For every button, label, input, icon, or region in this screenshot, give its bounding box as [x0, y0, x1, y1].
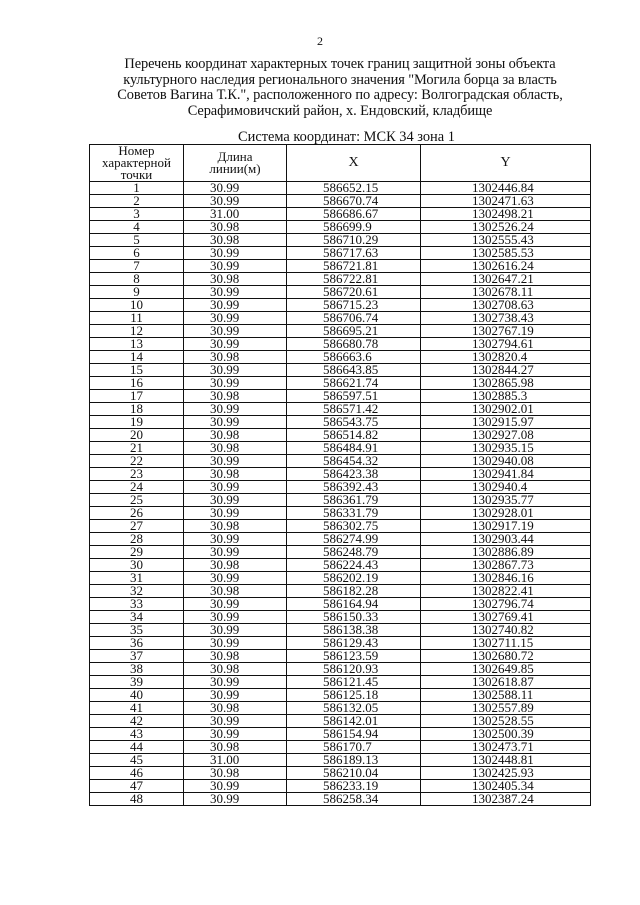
- cell-x: 586699.9: [287, 221, 421, 234]
- cell-x: 586210.04: [287, 767, 421, 780]
- cell-y: 1302769.41: [421, 611, 591, 624]
- cell-x: 586717.63: [287, 247, 421, 260]
- cell-line-length: 30.99: [184, 364, 287, 377]
- cell-line-length: 30.99: [184, 793, 287, 806]
- coordinate-system-caption: Система координат: МСК 34 зона 1: [238, 129, 455, 145]
- cell-point-number: 47: [90, 780, 184, 793]
- cell-x: 586663.6: [287, 351, 421, 364]
- cell-line-length: 30.98: [184, 273, 287, 286]
- cell-line-length: 30.98: [184, 767, 287, 780]
- cell-y: 1302844.27: [421, 364, 591, 377]
- cell-line-length: 30.99: [184, 572, 287, 585]
- cell-x: 586710.29: [287, 234, 421, 247]
- cell-y: 1302588.11: [421, 689, 591, 702]
- cell-point-number: 11: [90, 312, 184, 325]
- cell-point-number: 32: [90, 585, 184, 598]
- header-x: X: [287, 145, 421, 182]
- cell-y: 1302500.39: [421, 728, 591, 741]
- cell-line-length: 30.99: [184, 507, 287, 520]
- table-row: [90, 715, 591, 728]
- cell-y: 1302885.3: [421, 390, 591, 403]
- cell-line-length: 30.99: [184, 780, 287, 793]
- table-row: [90, 637, 591, 650]
- cell-y: 1302941.84: [421, 468, 591, 481]
- cell-y: 1302820.4: [421, 351, 591, 364]
- cell-point-number: 5: [90, 234, 184, 247]
- cell-x: 586182.28: [287, 585, 421, 598]
- page-number: 2: [317, 34, 323, 48]
- table-row: [90, 481, 591, 494]
- table-row: [90, 598, 591, 611]
- cell-line-length: 30.98: [184, 585, 287, 598]
- cell-y: 1302902.01: [421, 403, 591, 416]
- cell-x: 586142.01: [287, 715, 421, 728]
- title-line: культурного наследия регионального значения "Могила борца за власть: [123, 71, 557, 88]
- cell-point-number: 8: [90, 273, 184, 286]
- cell-y: 1302649.85: [421, 663, 591, 676]
- cell-x: 586125.18: [287, 689, 421, 702]
- cell-x: 586150.33: [287, 611, 421, 624]
- cell-x: 586120.93: [287, 663, 421, 676]
- cell-x: 586514.82: [287, 429, 421, 442]
- table-row: [90, 533, 591, 546]
- cell-point-number: 37: [90, 650, 184, 663]
- cell-y: 1302557.89: [421, 702, 591, 715]
- cell-point-number: 24: [90, 481, 184, 494]
- cell-line-length: 30.99: [184, 598, 287, 611]
- cell-point-number: 43: [90, 728, 184, 741]
- cell-x: 586132.05: [287, 702, 421, 715]
- header-length-line: линии(м): [209, 161, 261, 176]
- cell-point-number: 15: [90, 364, 184, 377]
- cell-x: 586652.15: [287, 182, 421, 195]
- table-row: [90, 663, 591, 676]
- cell-y: 1302903.44: [421, 533, 591, 546]
- cell-line-length: 30.98: [184, 442, 287, 455]
- table-row: [90, 767, 591, 780]
- table-row: [90, 689, 591, 702]
- table-row: [90, 325, 591, 338]
- table-row: [90, 221, 591, 234]
- cell-x: 586621.74: [287, 377, 421, 390]
- cell-point-number: 20: [90, 429, 184, 442]
- table-row: [90, 286, 591, 299]
- cell-x: 586189.13: [287, 754, 421, 767]
- cell-point-number: 44: [90, 741, 184, 754]
- title-line: Советов Вагина Т.К.", расположенного по адресу: Волгоградская область,: [117, 87, 563, 104]
- cell-y: 1302555.43: [421, 234, 591, 247]
- cell-x: 586722.81: [287, 273, 421, 286]
- cell-y: 1302940.4: [421, 481, 591, 494]
- cell-x: 586233.19: [287, 780, 421, 793]
- cell-y: 1302498.21: [421, 208, 591, 221]
- cell-line-length: 30.98: [184, 702, 287, 715]
- cell-x: 586680.78: [287, 338, 421, 351]
- cell-point-number: 39: [90, 676, 184, 689]
- cell-line-length: 30.99: [184, 286, 287, 299]
- cell-point-number: 1: [90, 182, 184, 195]
- table-row: [90, 754, 591, 767]
- table-row: [90, 351, 591, 364]
- cell-y: 1302794.61: [421, 338, 591, 351]
- cell-y: 1302867.73: [421, 559, 591, 572]
- table-row: [90, 780, 591, 793]
- cell-x: 586129.43: [287, 637, 421, 650]
- cell-point-number: 9: [90, 286, 184, 299]
- cell-point-number: 35: [90, 624, 184, 637]
- cell-line-length: 30.99: [184, 689, 287, 702]
- cell-y: 1302680.72: [421, 650, 591, 663]
- cell-point-number: 29: [90, 546, 184, 559]
- table-row: [90, 728, 591, 741]
- table-row: [90, 572, 591, 585]
- cell-point-number: 30: [90, 559, 184, 572]
- header-point-number: [90, 145, 184, 182]
- coordinates-table: [89, 144, 591, 806]
- cell-point-number: 40: [90, 689, 184, 702]
- cell-point-number: 2: [90, 195, 184, 208]
- table-row: [90, 559, 591, 572]
- cell-x: 586248.79: [287, 546, 421, 559]
- cell-y: 1302678.11: [421, 286, 591, 299]
- table-row: [90, 273, 591, 286]
- cell-line-length: 30.99: [184, 247, 287, 260]
- cell-y: 1302767.19: [421, 325, 591, 338]
- cell-y: 1302405.34: [421, 780, 591, 793]
- cell-x: 586706.74: [287, 312, 421, 325]
- cell-x: 586695.21: [287, 325, 421, 338]
- cell-y: 1302711.15: [421, 637, 591, 650]
- cell-x: 586123.59: [287, 650, 421, 663]
- header-point-line: Номер: [118, 143, 155, 158]
- cell-y: 1302886.89: [421, 546, 591, 559]
- cell-y: 1302473.71: [421, 741, 591, 754]
- cell-line-length: 30.98: [184, 234, 287, 247]
- table-row: [90, 611, 591, 624]
- table-row: [90, 507, 591, 520]
- cell-line-length: 30.99: [184, 182, 287, 195]
- cell-point-number: 46: [90, 767, 184, 780]
- table-row: [90, 312, 591, 325]
- cell-line-length: 30.99: [184, 481, 287, 494]
- cell-line-length: 30.98: [184, 520, 287, 533]
- cell-line-length: 30.99: [184, 546, 287, 559]
- cell-y: 1302928.01: [421, 507, 591, 520]
- table-row: [90, 247, 591, 260]
- cell-x: 586121.45: [287, 676, 421, 689]
- cell-point-number: 45: [90, 754, 184, 767]
- table-body: [90, 182, 591, 806]
- table-row: [90, 364, 591, 377]
- cell-line-length: 30.99: [184, 455, 287, 468]
- cell-line-length: 30.99: [184, 260, 287, 273]
- cell-x: 586138.38: [287, 624, 421, 637]
- cell-x: 586224.43: [287, 559, 421, 572]
- cell-point-number: 28: [90, 533, 184, 546]
- table-row: [90, 546, 591, 559]
- cell-line-length: 30.99: [184, 195, 287, 208]
- cell-x: 586164.94: [287, 598, 421, 611]
- document-title: [95, 57, 585, 119]
- cell-line-length: 30.98: [184, 559, 287, 572]
- table-row: [90, 520, 591, 533]
- cell-line-length: 30.99: [184, 676, 287, 689]
- cell-point-number: 42: [90, 715, 184, 728]
- cell-x: 586258.34: [287, 793, 421, 806]
- cell-point-number: 19: [90, 416, 184, 429]
- cell-y: 1302915.97: [421, 416, 591, 429]
- cell-y: 1302618.87: [421, 676, 591, 689]
- table-row: [90, 260, 591, 273]
- cell-y: 1302585.53: [421, 247, 591, 260]
- cell-point-number: 10: [90, 299, 184, 312]
- table-row: [90, 650, 591, 663]
- cell-line-length: 30.98: [184, 351, 287, 364]
- cell-point-number: 27: [90, 520, 184, 533]
- table-row: [90, 793, 591, 806]
- cell-x: 586571.42: [287, 403, 421, 416]
- cell-x: 586597.51: [287, 390, 421, 403]
- cell-x: 586484.91: [287, 442, 421, 455]
- table-row: [90, 299, 591, 312]
- cell-y: 1302446.84: [421, 182, 591, 195]
- header-point-line: точки: [120, 167, 153, 182]
- table-row: [90, 338, 591, 351]
- cell-line-length: 30.99: [184, 533, 287, 546]
- table-row: [90, 455, 591, 468]
- cell-x: 586670.74: [287, 195, 421, 208]
- table-row: [90, 195, 591, 208]
- cell-y: 1302528.55: [421, 715, 591, 728]
- cell-x: 586170.7: [287, 741, 421, 754]
- cell-y: 1302647.21: [421, 273, 591, 286]
- cell-line-length: 30.99: [184, 403, 287, 416]
- cell-point-number: 41: [90, 702, 184, 715]
- cell-line-length: 30.99: [184, 312, 287, 325]
- header-line-length: [184, 145, 287, 182]
- cell-y: 1302846.16: [421, 572, 591, 585]
- cell-y: 1302917.19: [421, 520, 591, 533]
- cell-point-number: 48: [90, 793, 184, 806]
- cell-line-length: 30.99: [184, 377, 287, 390]
- cell-y: 1302471.63: [421, 195, 591, 208]
- table-row: [90, 624, 591, 637]
- cell-line-length: 30.98: [184, 468, 287, 481]
- cell-y: 1302796.74: [421, 598, 591, 611]
- table-row: [90, 702, 591, 715]
- table-row: [90, 234, 591, 247]
- cell-y: 1302935.77: [421, 494, 591, 507]
- cell-point-number: 23: [90, 468, 184, 481]
- cell-line-length: 30.99: [184, 338, 287, 351]
- cell-point-number: 25: [90, 494, 184, 507]
- cell-line-length: 30.99: [184, 715, 287, 728]
- table-row: [90, 741, 591, 754]
- cell-line-length: 30.99: [184, 624, 287, 637]
- cell-y: 1302927.08: [421, 429, 591, 442]
- cell-point-number: 38: [90, 663, 184, 676]
- cell-y: 1302708.63: [421, 299, 591, 312]
- cell-y: 1302387.24: [421, 793, 591, 806]
- table-header: [90, 145, 591, 182]
- cell-y: 1302940.08: [421, 455, 591, 468]
- header-point-line: характерной: [102, 155, 171, 170]
- cell-y: 1302425.93: [421, 767, 591, 780]
- cell-x: 586423.38: [287, 468, 421, 481]
- cell-point-number: 17: [90, 390, 184, 403]
- cell-y: 1302935.15: [421, 442, 591, 455]
- cell-point-number: 21: [90, 442, 184, 455]
- cell-x: 586331.79: [287, 507, 421, 520]
- table-row: [90, 676, 591, 689]
- cell-line-length: 30.98: [184, 741, 287, 754]
- cell-x: 586543.75: [287, 416, 421, 429]
- cell-point-number: 31: [90, 572, 184, 585]
- title-line: Серафимовичский район, х. Ендовский, кладбище: [187, 102, 493, 119]
- cell-x: 586274.99: [287, 533, 421, 546]
- cell-x: 586202.19: [287, 572, 421, 585]
- cell-line-length: 30.99: [184, 611, 287, 624]
- cell-x: 586454.32: [287, 455, 421, 468]
- cell-point-number: 26: [90, 507, 184, 520]
- cell-point-number: 6: [90, 247, 184, 260]
- cell-y: 1302738.43: [421, 312, 591, 325]
- cell-line-length: 30.99: [184, 728, 287, 741]
- cell-point-number: 13: [90, 338, 184, 351]
- table-row: [90, 390, 591, 403]
- cell-line-length: 31.00: [184, 754, 287, 767]
- cell-y: 1302526.24: [421, 221, 591, 234]
- cell-point-number: 36: [90, 637, 184, 650]
- table-row: [90, 585, 591, 598]
- cell-point-number: 22: [90, 455, 184, 468]
- cell-line-length: 30.99: [184, 325, 287, 338]
- cell-x: 586392.43: [287, 481, 421, 494]
- cell-line-length: 30.99: [184, 416, 287, 429]
- table-row: [90, 416, 591, 429]
- cell-y: 1302822.41: [421, 585, 591, 598]
- title-line: Перечень координат характерных точек границ защитной зоны объекта: [124, 56, 556, 72]
- table-row: [90, 429, 591, 442]
- cell-x: 586721.81: [287, 260, 421, 273]
- cell-x: 586643.85: [287, 364, 421, 377]
- cell-point-number: 4: [90, 221, 184, 234]
- table-row: [90, 403, 591, 416]
- cell-x: 586154.94: [287, 728, 421, 741]
- cell-x: 586302.75: [287, 520, 421, 533]
- table-row: [90, 182, 591, 195]
- table-row: [90, 208, 591, 221]
- header-length-line: Длина: [217, 149, 253, 164]
- cell-line-length: 30.99: [184, 637, 287, 650]
- cell-x: 586361.79: [287, 494, 421, 507]
- cell-line-length: 30.98: [184, 663, 287, 676]
- table-row: [90, 442, 591, 455]
- cell-y: 1302448.81: [421, 754, 591, 767]
- cell-point-number: 16: [90, 377, 184, 390]
- cell-line-length: 30.98: [184, 650, 287, 663]
- cell-x: 586715.23: [287, 299, 421, 312]
- table-row: [90, 468, 591, 481]
- table-row: [90, 377, 591, 390]
- cell-line-length: 30.99: [184, 299, 287, 312]
- cell-line-length: 30.98: [184, 390, 287, 403]
- cell-y: 1302616.24: [421, 260, 591, 273]
- cell-x: 586686.67: [287, 208, 421, 221]
- table-row: [90, 494, 591, 507]
- cell-line-length: 30.98: [184, 221, 287, 234]
- cell-point-number: 12: [90, 325, 184, 338]
- cell-line-length: 31.00: [184, 208, 287, 221]
- cell-point-number: 34: [90, 611, 184, 624]
- cell-x: 586720.61: [287, 286, 421, 299]
- cell-point-number: 14: [90, 351, 184, 364]
- header-y: Y: [421, 145, 591, 182]
- cell-point-number: 33: [90, 598, 184, 611]
- cell-line-length: 30.98: [184, 429, 287, 442]
- cell-line-length: 30.99: [184, 494, 287, 507]
- cell-y: 1302865.98: [421, 377, 591, 390]
- cell-y: 1302740.82: [421, 624, 591, 637]
- cell-point-number: 18: [90, 403, 184, 416]
- cell-point-number: 3: [90, 208, 184, 221]
- cell-point-number: 7: [90, 260, 184, 273]
